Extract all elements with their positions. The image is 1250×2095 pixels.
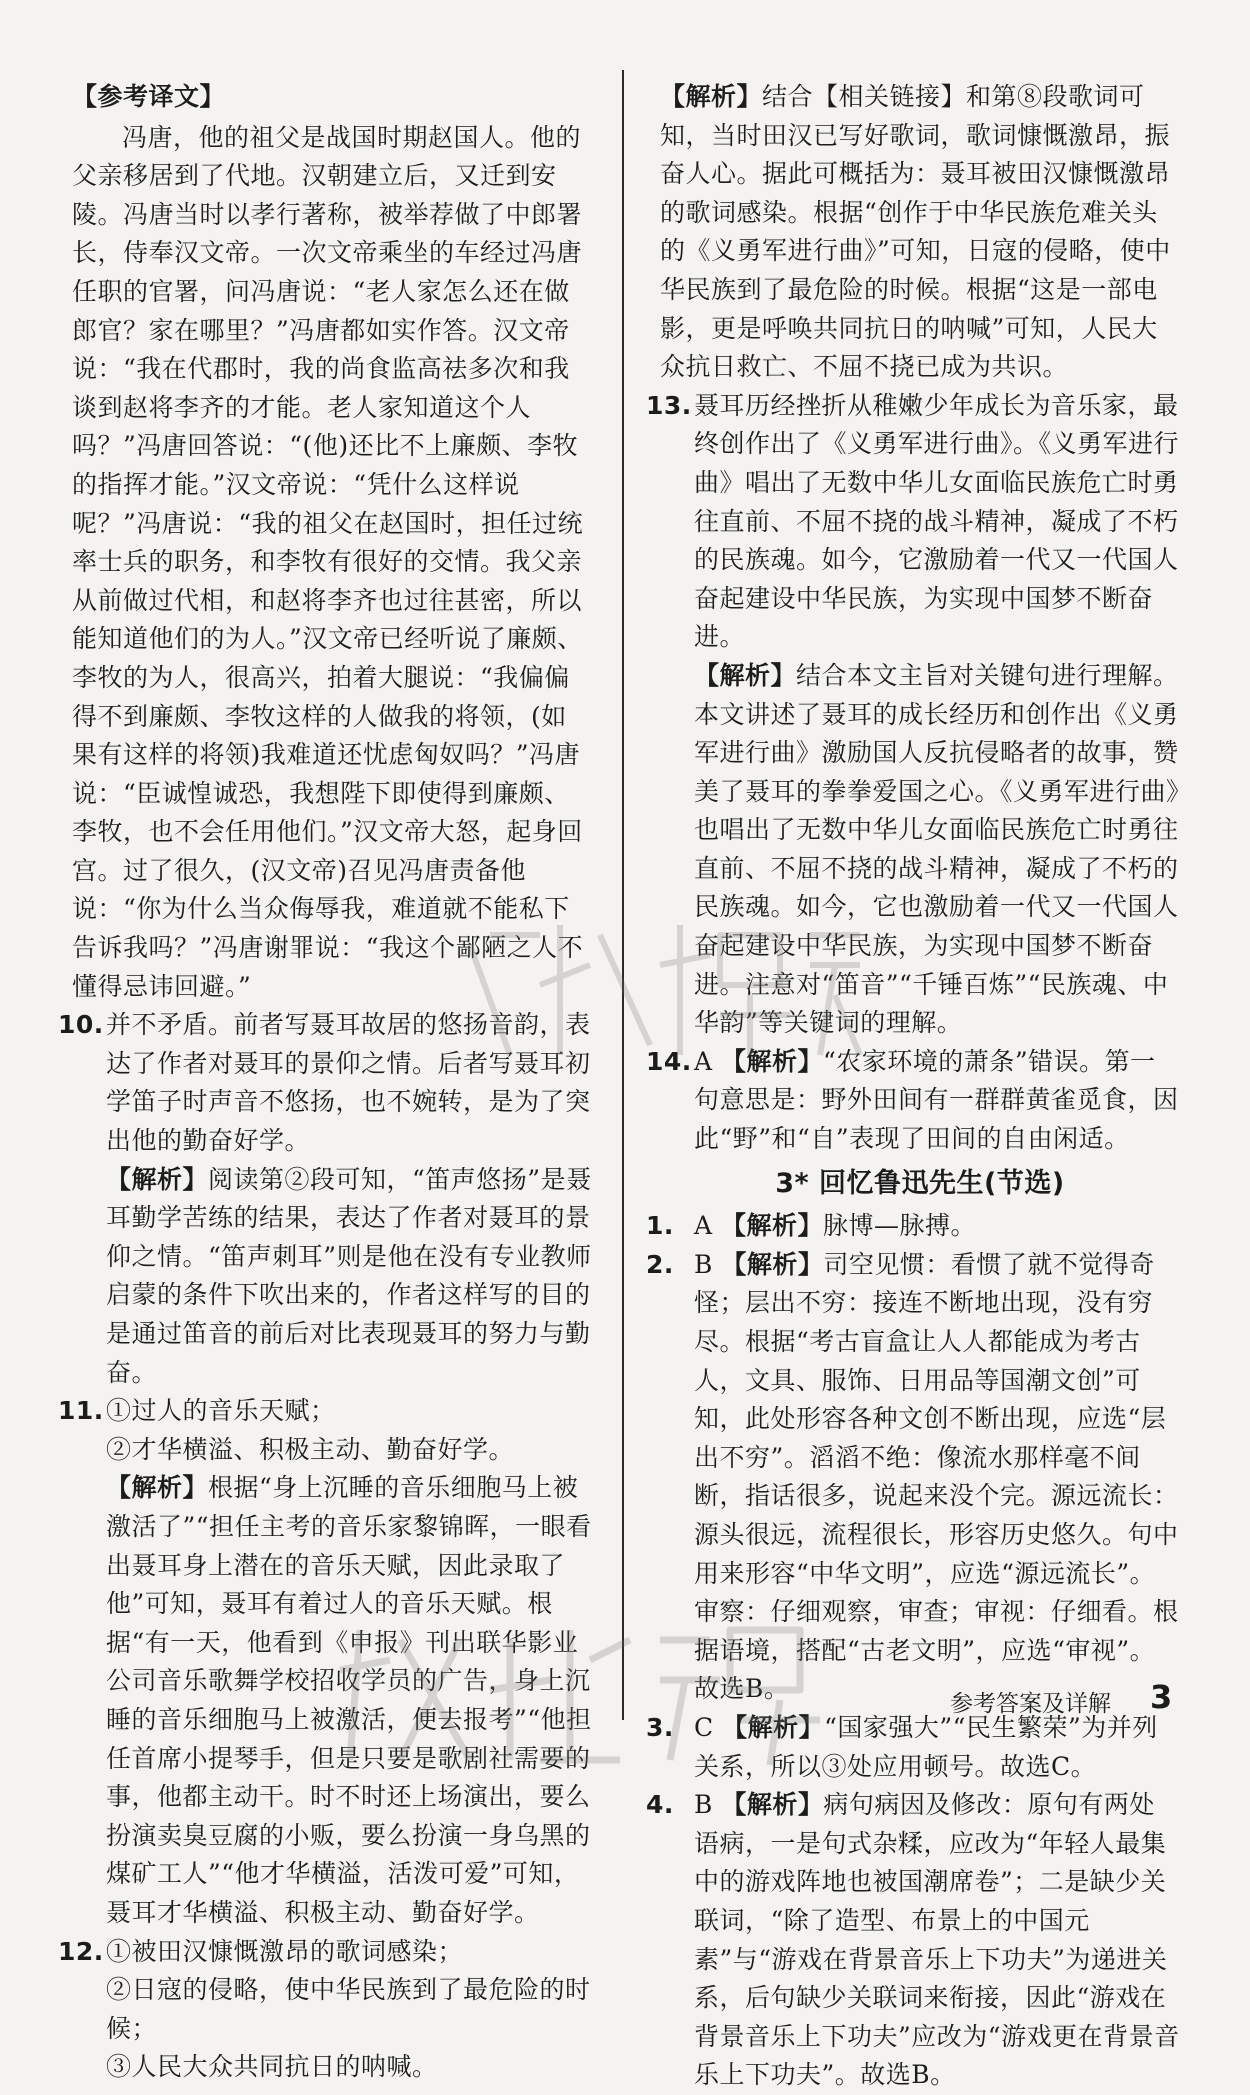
section-title: 3* 回忆鲁迅先生(节选) (775, 1167, 1065, 1199)
answer-13-analysis: 结合本文主旨对关键句进行理解。本文讲述了聂耳的成长经历和创作出《义勇军进行曲》激励国人反抗侵略者的故事，赞美了聂耳的拳拳爱国之心。《义勇军进行曲》也唱出了无数中华儿女面临民族危亡时勇往直前、不屈不挠的战斗精神，凝成了不朽的民族魂。如今，它也激励着一代又一代国人奋起建设中华民族，为实现中国梦不断奋进。注意对“笛音”“千锤百炼”“民族魂、中华韵”等关键词的理解。 (694, 660, 1180, 1038)
section-answer-3-number: 3. (646, 1712, 674, 1742)
answer-10-analysis: 阅读第②段可知，“笛声悠扬”是聂耳勤学苦练的结果，表达了作者对聂耳的景仰之情。“笛声刺耳”则是他在没有专业教师启蒙的条件下吹出来的，作者这样写的目的是通过笛音的前后对比表现聂耳的努力与勤奋。 (106, 1164, 592, 1387)
answer-14-choice: A (694, 1046, 713, 1076)
answer-12-point-2: ②日寇的侵略，使中华民族到了最危险的时候； (106, 1975, 591, 2043)
answer-12-point-1: ①被田汉慷慨激昂的歌词感染； (106, 1936, 464, 1966)
answer-13 (646, 387, 1180, 1043)
right-column (646, 78, 1180, 2095)
answer-12 (58, 1933, 592, 2087)
section-answer-4-number: 4. (646, 1790, 674, 1820)
section-answer-4-analysis: 病句病因及修改：原句有两处语病，一是句式杂糅，应改为“年轻人最集中的游戏阵地也被国潮席卷”；二是缺少关联词，“除了造型、布景上的中国元素”与“游戏在背景音乐上下功夫”为递进关系，后句缺少关联词来衔接，因此“游戏在背景音乐上下功夫”应改为“游戏更在背景音乐上下功夫”。故选B。 (694, 1790, 1180, 2090)
section-answer-4 (646, 1786, 1180, 2095)
reference-translation-heading: 【参考译文】 (72, 82, 226, 111)
footer-label: 参考答案及详解 (950, 1691, 1111, 1717)
section-answer-3-analysis: “国家强大”“民生繁荣”为并列关系，所以③处应用顿号。故选C。 (694, 1712, 1158, 1781)
column-divider (622, 70, 624, 1720)
section-answer-1-choice: A (694, 1211, 713, 1241)
answer-14-analysis: “农家环境的萧条”错误。第一句意思是：野外田间有一群群黄雀觅食，因此“野”和“自”表现了田间的自由闲适。 (694, 1046, 1179, 1154)
answer-10-analysis-tag: 【解析】 (106, 1164, 209, 1194)
answer-13-analysis-tag: 【解析】 (694, 660, 797, 690)
section-answer-3-tag: 【解析】 (722, 1712, 825, 1742)
section-answer-2-tag: 【解析】 (721, 1249, 824, 1279)
answer-14-analysis-tag: 【解析】 (721, 1046, 824, 1076)
answer-12-analysis: 结合【相关链接】和第⑧段歌词可知，当时田汉已写好歌词，歌词慷慨激昂，振奋人心。据此可概括为：聂耳被田汉慷慨激昂的歌词感染。根据“创作于中华民族危难关头的《义勇军进行曲》”可知，日寇的侵略，使中华民族到了最危险的时候。根据“这是一部电影，更是呼唤共同抗日的呐喊”可知，人民大众抗日救亡、不屈不挠已成为共识。 (660, 82, 1171, 382)
left-column (58, 78, 592, 2087)
answer-12-number: 12. (58, 1936, 104, 1966)
section-answer-1-number: 1. (646, 1211, 674, 1241)
section-answer-2-choice: B (694, 1249, 713, 1279)
answer-12-analysis-block (660, 78, 1180, 387)
answer-11-analysis: 根据“身上沉睡的音乐细胞马上被激活了”“担任主考的音乐家黎锦晖，一眼看出聂耳身上潜在的音乐天赋，因此录取了他”可知，聂耳有着过人的音乐天赋。根据“有一天，他看到《申报》刊出联华影业公司音乐歌舞学校招收学员的广告，身上沉睡的音乐细胞马上被激活，便去报考”“他担任首席小提琴手，但是只要是歌剧社需要的事，他都主动干。时不时还上场演出，要么扮演卖臭豆腐的小贩，要么扮演一身乌黑的煤矿工人”“他才华横溢，活泼可爱”可知，聂耳才华横溢、积极主动、勤奋好学。 (106, 1473, 592, 1927)
section-answer-1-tag: 【解析】 (721, 1211, 824, 1241)
section-answer-4-tag: 【解析】 (721, 1790, 824, 1820)
answer-14-number: 14. (646, 1046, 692, 1076)
section-answer-2-analysis: 司空见惯：看惯了就不觉得奇怪；层出不穷：接连不断地出现，没有穷尽。根据“考古盲盒让人人都能成为考古人，文具、服饰、日用品等国潮文创”可知，此处形容各种文创不断出现，应选“层出不穷”。滔滔不绝：像流水那样毫不间断，指话很多，说起来没个完。源远流长：源头很远，流程很长，形容历史悠久。句中用来形容“中华文明”，应选“源远流长”。审察：仔细观察，审查；审视：仔细看。根据语境，搭配“古老文明”，应选“审视”。故选B。 (694, 1249, 1179, 1704)
section-answer-1-analysis: 脉博—脉搏。 (823, 1211, 977, 1241)
answer-11-analysis-tag: 【解析】 (106, 1473, 209, 1503)
answer-10-number: 10. (58, 1010, 104, 1040)
answer-13-number: 13. (646, 390, 692, 420)
section-answer-3-choice: C (694, 1712, 714, 1742)
answer-10 (58, 1006, 592, 1392)
answer-11 (58, 1392, 592, 1932)
answer-11-point-2: ②才华横溢、积极主动、勤奋好学。 (106, 1434, 515, 1464)
answer-10-text: 并不矛盾。前者写聂耳故居的悠扬音韵，表达了作者对聂耳的景仰之情。后者写聂耳初学笛子时声音不悠扬，也不婉转，是为了突出他的勤奋好学。 (106, 1010, 591, 1156)
section-answer-2-number: 2. (646, 1249, 674, 1279)
answer-13-text: 聂耳历经挫折从稚嫩少年成长为音乐家，最终创作出了《义勇军进行曲》。《义勇军进行曲》唱出了无数中华儿女面临民族危亡时勇往直前、不屈不挠的战斗精神，凝成了不朽的民族魂。如今，它激励着一代又一代国人奋起建设中华民族，为实现中国梦不断奋进。 (694, 390, 1180, 652)
section-answer-3 (646, 1709, 1180, 1786)
answer-12-point-3: ③人民大众共同抗日的呐喊。 (106, 2052, 438, 2082)
section-answer-4-choice: B (694, 1790, 713, 1820)
section-answer-1 (646, 1207, 1180, 1246)
answer-12-analysis-tag: 【解析】 (660, 82, 763, 111)
answer-14 (646, 1043, 1180, 1159)
page-number: 3 (1150, 1678, 1173, 1716)
section-answer-2 (646, 1246, 1180, 1709)
answer-11-point-1: ①过人的音乐天赋； (106, 1396, 336, 1426)
answer-11-number: 11. (58, 1396, 104, 1426)
reference-translation-text: 冯唐，他的祖父是战国时期赵国人。他的父亲移居到了代地。汉朝建立后，又迁到安陵。冯唐当时以孝行著称，被举荐做了中郎署长，侍奉汉文帝。一次文帝乘坐的车经过冯唐任职的官署，问冯唐说：“老人家怎么还在做郎官？家在哪里？”冯唐都如实作答。汉文帝说：“我在代郡时，我的尚食监高祛多次和我谈到赵将李齐的才能。老人家知道这个人吗？”冯唐回答说：“(他)还比不上廉颇、李牧的指挥才能。”汉文帝说：“凭什么这样说呢？”冯唐说：“我的祖父在赵国时，担任过统率士兵的职务，和李牧有很好的交情。我父亲从前做过代相，和赵将李齐也过往甚密，所以能知道他们的为人。”汉文帝已经听说了廉颇、李牧的为人，很高兴，拍着大腿说：“我偏偏得不到廉颇、李牧这样的人做我的将领，(如果有这样的将领)我难道还忧虑匈奴吗？”冯唐说：“臣诚惶诚恐，我想陛下即使得到廉颇、李牧，也不会任用他们。”汉文帝大怒，起身回宫。过了很久，(汉文帝)召见冯唐责备他说：“你为什么当众侮辱我，难道就不能私下告诉我吗？”冯唐谢罪说：“我这个鄙陋之人不懂得忌讳回避。” (72, 122, 584, 1001)
